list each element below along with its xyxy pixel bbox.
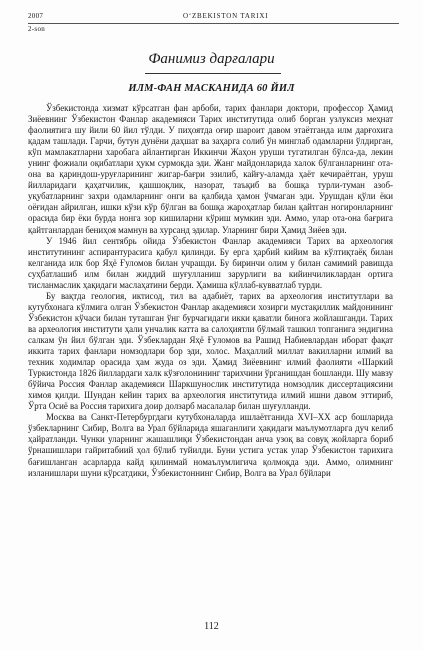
running-header <box>28 8 399 38</box>
paragraph: Москва ва Санкт-Петербургдаги кутубхоналарда ишлаётганида XVI–XX аср бошларида ўзбекларнинг Сибир, Волга ва Урал бўйларида яшаганлиги ҳақидаги маълумотларга дуч келиб ҳайратланди. Чунки уларнинг жашашлиқи Ўзбекистондан анча узоқ ва совуқ жойларга бориб ўрнашишлари гайритабиий ҳол бўлиб туйилди. Буни устига устак улар Ўзбекистон тарихига бағишланган асарларда кайд қилинмай номаълумлигича қолмоқда эди. Аммо, олимнинг изланишлари шуни кўрсатдики, Ўзбекистоннинг Сибир, Волга ва Урал бўйлари <box>28 412 393 478</box>
header-year: 2007 <box>28 12 44 20</box>
paragraph: У 1946 йил сентябрь ойида Ўзбекистон Фанлар академияси Тарих ва археология институтининг аспирантурасига қабул қилинди. Бу ерга ҳарбий кийим ва кўлтиқтаёқ билан келганида илк бор Яҳё Ғуломов билан учрашди. Бу биринчи олим у билан самимий равишда суҳбатлашиб илм билан жиддий шуғулланиш зарурлиги ва кийинчиликлардан ортига тисланмаслик ҳақидаги маслаҳатини берди. Ҳамиша кўллаб-кувватлаб турди. <box>28 235 393 290</box>
article-title: ИЛМ-ФАН МАСКАНИДА 60 ЙИЛ <box>128 83 295 94</box>
header-issue: 2-son <box>28 25 46 33</box>
paragraph: Бу вақтда геология, иктисод, тил ва адабиёт, тарих ва археология институтлари ва кутубхонага кўлмига олган Ўзбекистон Фанлар академияси хозирги мустақиллик майдонининг Ўзбекистон кўчаси билан туташган ўнг бурчагидаги икки қаватли бинога жойлашганди. Тарих ва археология институти ҳали унчалик катта ва салоҳиятли бўлмай ташкил топганига эндигина салкам ўн йил бўлган эди. Ўзбеклардан Яҳё Ғуломов ва Рашид Набиевлардан иборат фақат иккита тарих фанлари номзодлари бор эди, холос. Маҳаллий миллат вакилларни илмий ва техник ходимлар орасида ҳам жуда оз эди. Ҳамид Зиёевнинг илмий фаолияти «Шаркий Туркистонда 1826 йиллардаги халк кўзғолонининг тарихчини ўрганишдан бошланди. Шу мавзу бўйича Россия Фанлар академияси Шаркшунослик институтида номзодлик диссертациясини химоя қилди. Шундан кейин тарих ва археология институтида илмий ишни давом эттириб, Ўрта Осиё ва Россия тарихига доир долзарб масалалар билан шуғулланди. <box>28 290 393 412</box>
page-number: 112 <box>204 621 219 632</box>
paragraph: Ўзбекистонда хизмат кўрсатган фан арбоби, тарих фанлари доктори, профессор Ҳамид Зиёевнинг Ўзбекистон Фанлар академияси Тарих институтида олиб борган узлуксиз меҳнат фаолиятига шу йили 60 йил тўлди. У пиҳоятда оғир шароит давом этаётганда илм дарғохига қадам ташлади. Гарчи, бутун дунёни даҳшат ва заҳарга солиб ўн минглаб одамларни ўлдирган, кўп мамлакатларни харобага айлантирган Иккинчи Жаҳон уруши тугатилган бўлса-да, лекин унинг фожиали оқибатлари ҳукм сурмоқда эди. Жанг майдонларида халок бўлганларнинг ота-она ва қариндош-уруғларининг жигар-бағри эзилиб, кайғу-аламда ҳаёт кечираётган, уруш йилларидаги қаҳатчилик, қашшоқлик, назорат, таъқиб ва бошқа турли-туман азоб-уқубатларнинг захри одамларнинг онги ва қалбида ҳамон ўчмаган эди. Урушдан қўли ёки оёғидан айрилган, ишки кўзи кўр бўлган ва бошқа жароҳатлар билан қайтган ногиронларнинг орасида бир ёки бурда нонга зор кишиларни кўриш мумкин эди. Аммо, улар ота-она бағрига қайтганлардан бениҳоя мамнун ва хурсанд эдилар. Уларнинг бири Ҳамид Зиёев эди. <box>28 103 393 235</box>
article-body <box>28 103 393 479</box>
header-divider <box>28 23 399 24</box>
header-journal-title: O‘ZBEKISTON TARIXI <box>183 12 269 20</box>
section-title: Фанимиз дарғалари <box>148 51 275 67</box>
section-divider <box>145 73 281 74</box>
